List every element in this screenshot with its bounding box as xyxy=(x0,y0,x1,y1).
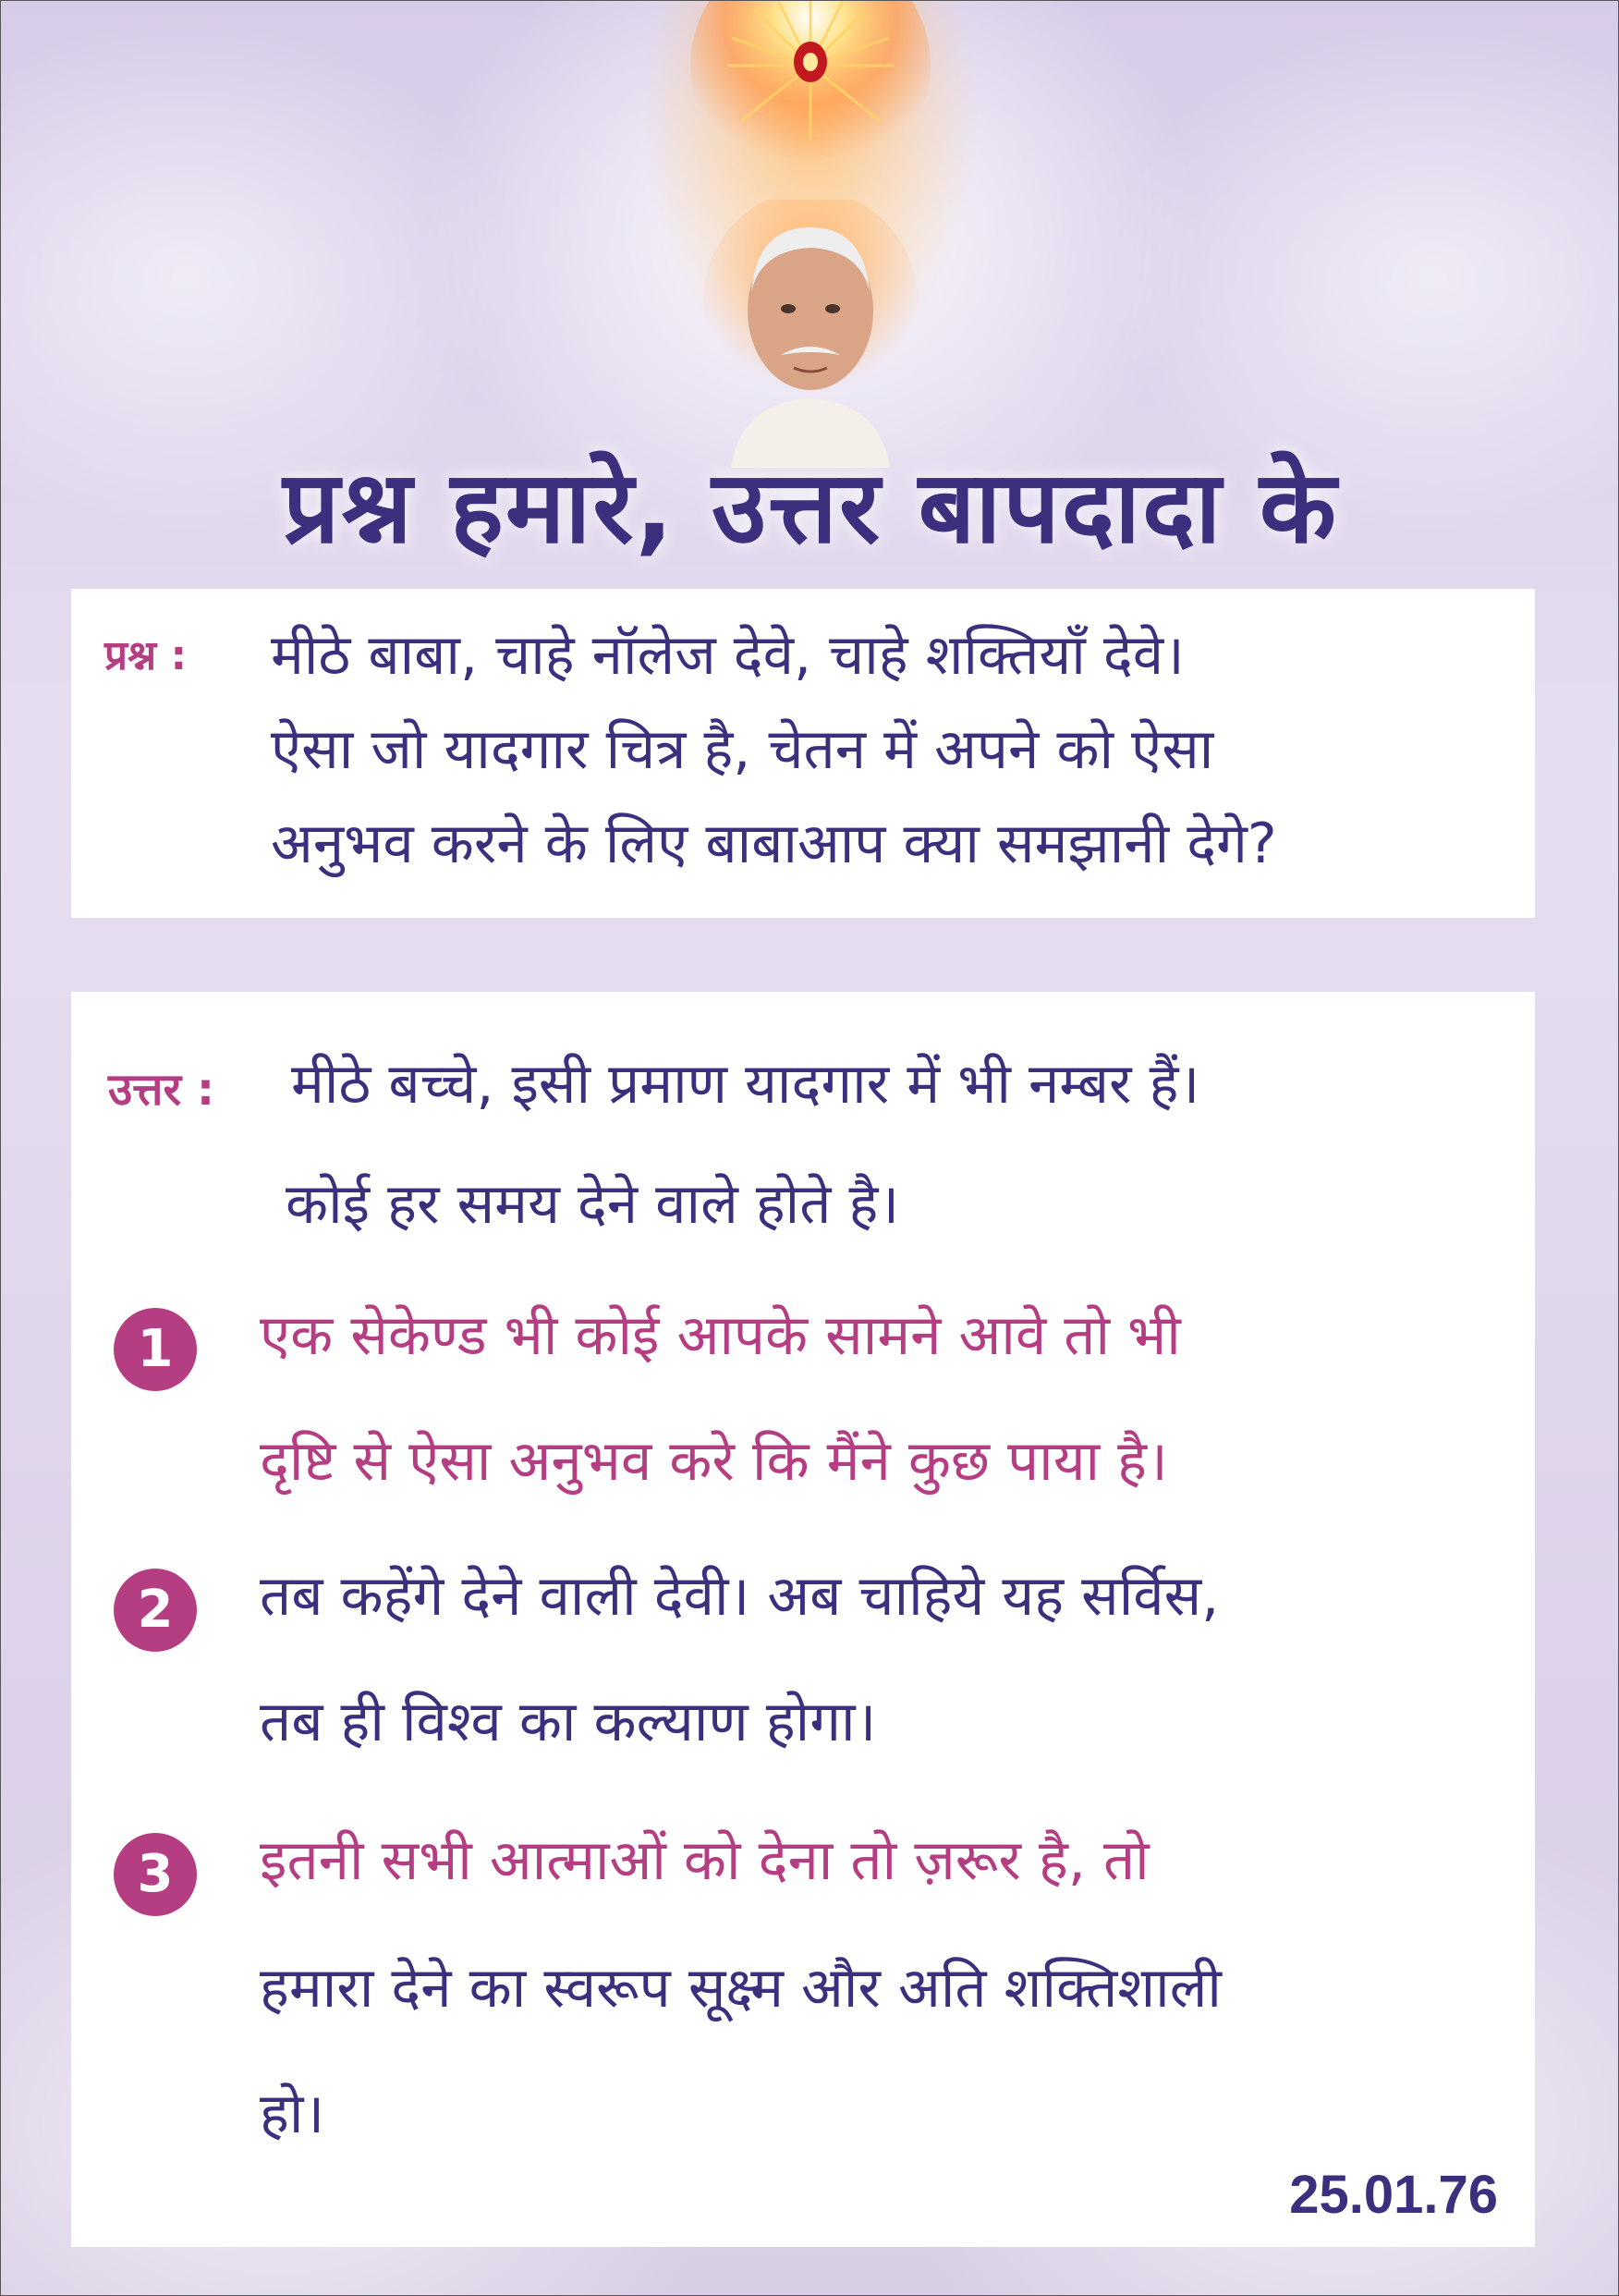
point-line: दृष्टि से ऐसा अनुभव करे कि मैंने कुछ पाया है। xyxy=(260,1429,1168,1494)
point-line: एक सेकेण्ड भी कोई आपके सामने आवे तो भी xyxy=(260,1303,1181,1368)
point-number-badge: 1 xyxy=(114,1308,197,1391)
point-number-badge: 2 xyxy=(114,1569,197,1652)
point-line: इतनी सभी आत्माओं को देना तो ज़रूर है, तो xyxy=(260,1828,1150,1893)
question-line: ऐसा जो यादगार चित्र है, चेतन में अपने को ऐसा xyxy=(271,717,1214,782)
page-title: प्रश्न हमारे, उत्तर बापदादा के xyxy=(283,450,1338,566)
point-line: हमारा देने का स्वरूप सूक्ष्म और अति शक्तिशाली xyxy=(260,1956,1222,2021)
answer-label: उत्तर : xyxy=(108,1064,215,1116)
answer-intro-line: मीठे बच्चे, इसी प्रमाण यादगार में भी नम्बर हैं। xyxy=(291,1052,1200,1117)
question-box xyxy=(71,589,1535,918)
date-stamp: 25.01.76 xyxy=(1289,2165,1498,2225)
portrait-image xyxy=(703,200,918,468)
point-line: तब ही विश्व का कल्याण होगा। xyxy=(260,1690,877,1754)
point-line: हो। xyxy=(260,2082,325,2146)
question-line: अनुभव करने के लिए बाबाआप क्या समझानी देगे? xyxy=(271,812,1277,876)
point-number-badge: 3 xyxy=(114,1833,197,1916)
answer-intro-line: कोई हर समय देने वाले होते है। xyxy=(286,1172,900,1237)
question-line: मीठे बाबा, चाहे नॉलेज देवे, चाहे शक्तियाँ देवे। xyxy=(271,623,1185,688)
answer-box xyxy=(71,992,1535,2247)
point-line: तब कहेंगे देने वाली देवी। अब चाहिये यह सर्विस, xyxy=(260,1564,1220,1629)
question-label: प्रश्न : xyxy=(104,632,188,679)
